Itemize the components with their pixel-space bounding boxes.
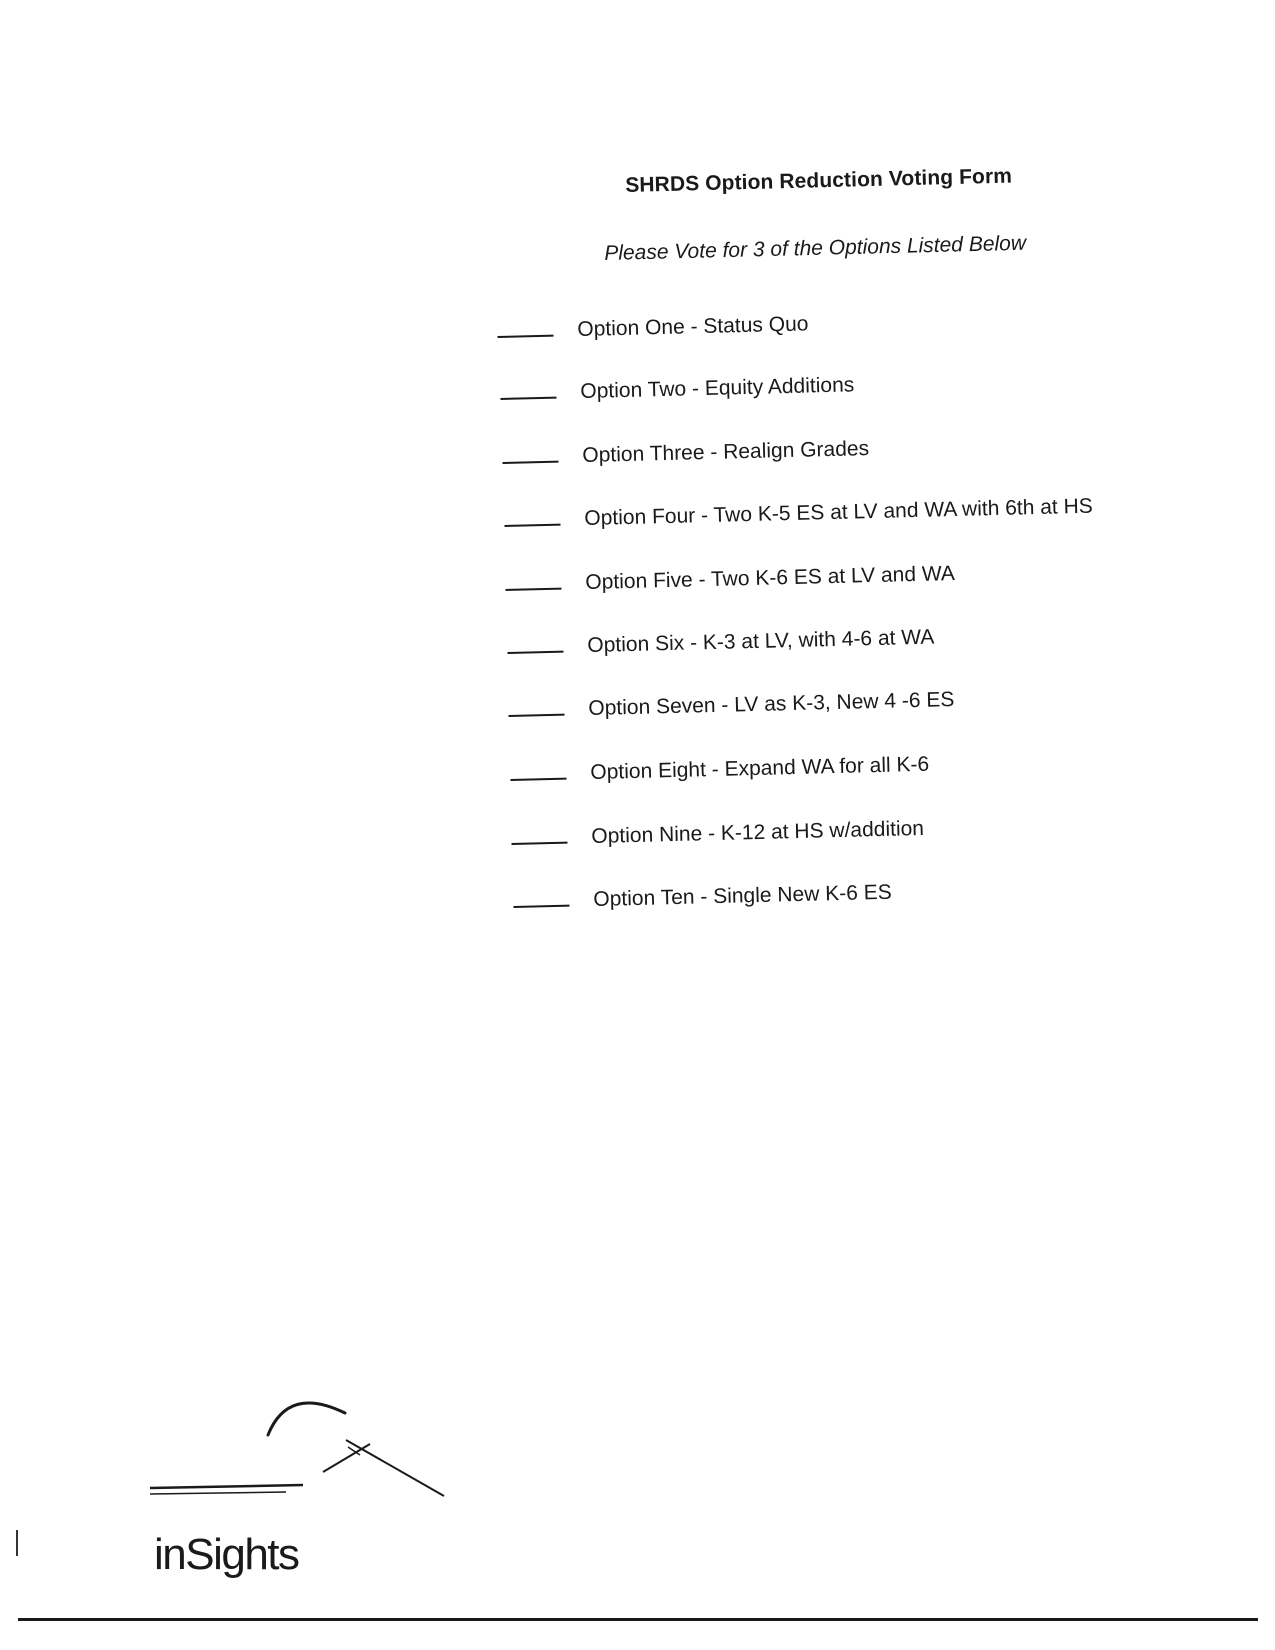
option-row — [502, 433, 869, 472]
vote-blank[interactable] — [505, 568, 562, 591]
option-label: Option Eight - Expand WA for all K-6 — [590, 752, 930, 785]
option-row — [505, 558, 955, 599]
option-row — [500, 369, 855, 408]
option-label: Option Three - Realign Grades — [582, 437, 870, 468]
option-row — [511, 813, 924, 853]
vote-blank[interactable] — [497, 315, 554, 338]
option-label: Option Five - Two K-6 ES at LV and WA — [585, 562, 956, 595]
option-label: Option One - Status Quo — [577, 312, 809, 342]
option-label: Option Seven - LV as K-3, New 4 -6 ES — [588, 688, 955, 721]
option-label: Option Four - Two K-5 ES at LV and WA with 6th at HS — [584, 494, 1093, 531]
option-label: Option Ten - Single New K-6 ES — [593, 880, 892, 912]
form-instructions: Please Vote for 3 of the Options Listed Below — [604, 231, 1027, 265]
option-label: Option Six - K-3 at LV, with 4-6 at WA — [587, 625, 935, 658]
form-title: SHRDS Option Reduction Voting Form — [625, 164, 1013, 197]
option-label: Option Nine - K-12 at HS w/addition — [591, 816, 925, 849]
vote-blank[interactable] — [513, 885, 570, 908]
option-row — [508, 684, 955, 725]
option-row — [504, 491, 1093, 535]
vote-blank[interactable] — [510, 758, 567, 781]
footer-rule — [18, 1618, 1258, 1621]
vote-blank[interactable] — [502, 441, 559, 464]
option-row — [513, 877, 892, 916]
vote-blank[interactable] — [504, 504, 561, 527]
vote-blank[interactable] — [511, 822, 568, 845]
vote-blank[interactable] — [508, 694, 565, 717]
option-row — [510, 749, 929, 789]
option-label: Option Two - Equity Additions — [580, 373, 855, 404]
scan-edge-mark — [16, 1530, 18, 1556]
vote-blank[interactable] — [507, 631, 564, 654]
vote-blank[interactable] — [500, 377, 557, 400]
logo-text: inSights — [154, 1530, 299, 1579]
option-row — [507, 622, 935, 662]
option-row — [497, 308, 809, 346]
